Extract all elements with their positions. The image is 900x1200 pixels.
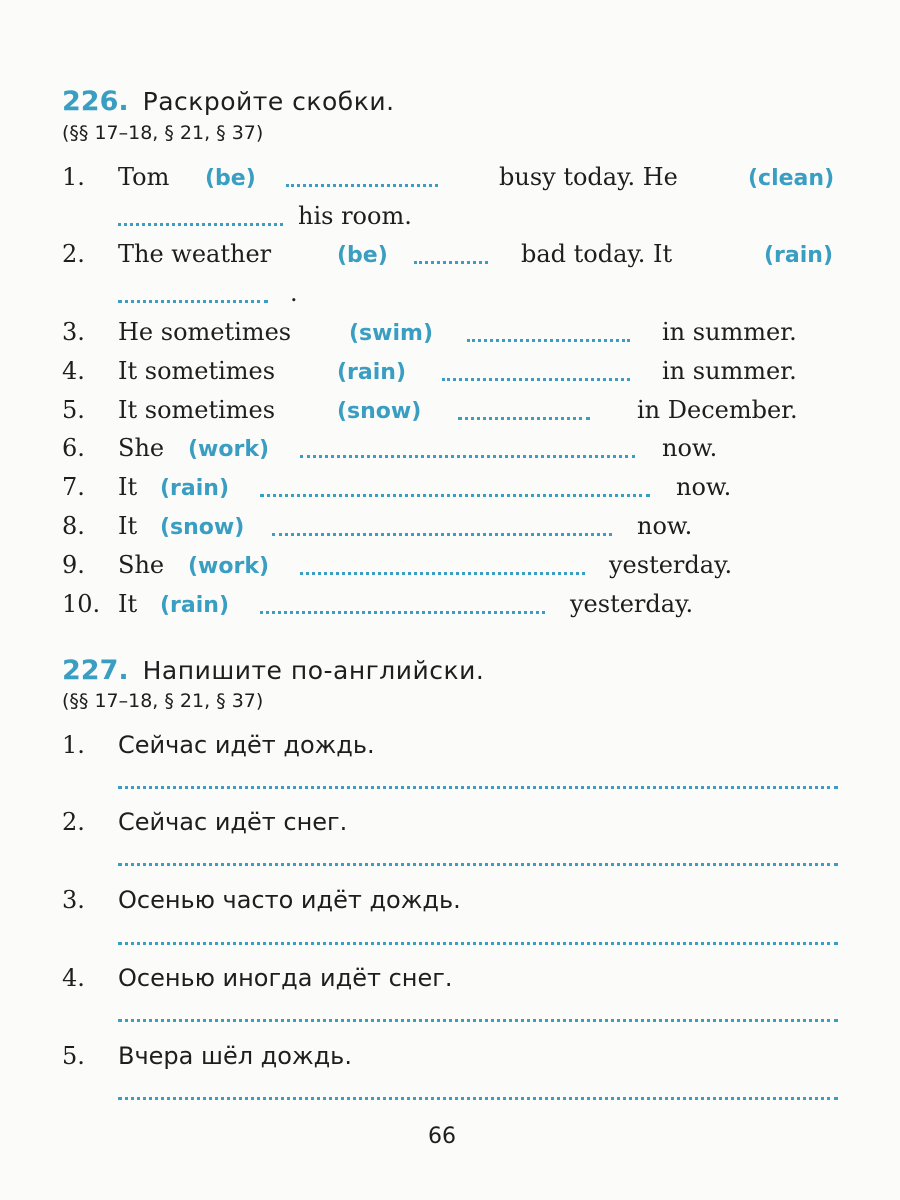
item-number: 3. — [62, 318, 85, 346]
item-text: . — [290, 279, 298, 307]
answer-blank[interactable] — [118, 223, 283, 226]
exercise-226-header — [62, 86, 395, 117]
answer-blank[interactable] — [286, 184, 438, 187]
answer-blank[interactable] — [458, 417, 590, 420]
item-number: 4. — [62, 964, 85, 992]
item-text: yesterday. — [570, 590, 694, 618]
exercise-227-header — [62, 655, 484, 686]
exercise-title: Напишите по-английски. — [142, 656, 485, 685]
answer-blank[interactable] — [118, 300, 268, 303]
answer-blank[interactable] — [414, 261, 488, 264]
item-number: 9. — [62, 551, 85, 579]
item-text: in summer. — [662, 357, 797, 385]
item-text: She — [118, 434, 165, 462]
item-number: 1. — [62, 731, 85, 759]
item-text: Осенью иногда идёт снег. — [118, 964, 453, 992]
item-text: The weather — [118, 240, 272, 268]
item-text: It — [118, 473, 138, 501]
item-number: 10. — [62, 590, 101, 618]
answer-blank[interactable] — [260, 611, 545, 614]
verb-hint: (clean) — [748, 166, 835, 191]
verb-hint: (rain) — [160, 476, 230, 501]
item-text: bad today. It — [521, 240, 673, 268]
item-text: It sometimes — [118, 357, 276, 385]
verb-hint: (rain) — [764, 243, 834, 268]
answer-blank[interactable] — [467, 339, 630, 342]
answer-blank[interactable] — [300, 572, 585, 575]
item-text: in summer. — [662, 318, 797, 346]
item-number: 3. — [62, 886, 85, 914]
item-text: It — [118, 590, 138, 618]
page-number: 66 — [428, 1124, 456, 1149]
verb-hint: (work) — [188, 554, 270, 579]
answer-blank[interactable] — [300, 455, 635, 458]
exercise-227-references: (§§ 17–18, § 21, § 37) — [62, 690, 264, 712]
exercise-226-references: (§§ 17–18, § 21, § 37) — [62, 122, 264, 144]
item-text: It sometimes — [118, 396, 276, 424]
item-text: now. — [662, 434, 718, 462]
item-text: Tom — [118, 163, 170, 191]
item-text: now. — [676, 473, 732, 501]
item-text: Сейчас идёт дождь. — [118, 731, 375, 759]
verb-hint: (swim) — [349, 321, 433, 346]
item-number: 5. — [62, 396, 85, 424]
item-text: his room. — [298, 202, 412, 230]
item-number: 6. — [62, 434, 85, 462]
item-number: 2. — [62, 808, 85, 836]
verb-hint: (work) — [188, 437, 270, 462]
item-number: 8. — [62, 512, 85, 540]
item-number: 1. — [62, 163, 85, 191]
verb-hint: (be) — [337, 243, 388, 268]
item-text: now. — [637, 512, 693, 540]
answer-line[interactable] — [118, 1097, 838, 1100]
answer-line[interactable] — [118, 863, 838, 866]
item-text: busy today. He — [499, 163, 678, 191]
answer-blank[interactable] — [260, 494, 650, 497]
item-text: Сейчас идёт снег. — [118, 808, 348, 836]
item-number: 7. — [62, 473, 85, 501]
verb-hint: (rain) — [337, 360, 407, 385]
answer-blank[interactable] — [272, 533, 612, 536]
answer-blank[interactable] — [442, 378, 630, 381]
item-text: He sometimes — [118, 318, 292, 346]
answer-line[interactable] — [118, 1019, 838, 1022]
item-text: yesterday. — [609, 551, 733, 579]
verb-hint: (snow) — [160, 515, 245, 540]
exercise-number: 226. — [62, 86, 129, 117]
item-number: 2. — [62, 240, 85, 268]
item-number: 5. — [62, 1042, 85, 1070]
verb-hint: (rain) — [160, 593, 230, 618]
item-text: It — [118, 512, 138, 540]
exercise-number: 227. — [62, 655, 129, 686]
verb-hint: (be) — [205, 166, 256, 191]
item-text: She — [118, 551, 165, 579]
answer-line[interactable] — [118, 942, 838, 945]
item-text: in December. — [637, 396, 798, 424]
item-number: 4. — [62, 357, 85, 385]
answer-line[interactable] — [118, 786, 838, 789]
exercise-title: Раскройте скобки. — [142, 87, 395, 116]
verb-hint: (snow) — [337, 399, 422, 424]
item-text: Осенью часто идёт дождь. — [118, 886, 461, 914]
item-text: Вчера шёл дождь. — [118, 1042, 352, 1070]
